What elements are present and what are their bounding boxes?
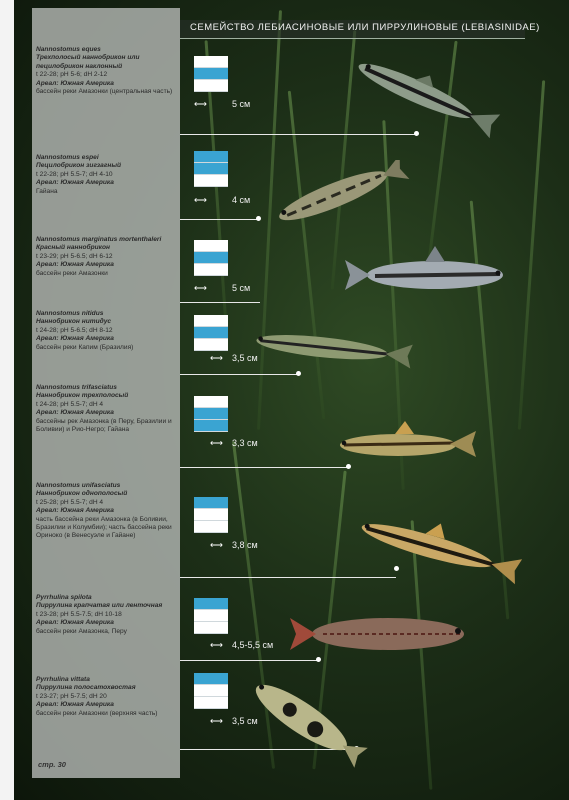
size-arrow-icon: ⟷ xyxy=(210,640,223,650)
range-detail: бассейн реки Амазонка, Перу xyxy=(36,627,127,635)
range-region: Южная Америка xyxy=(60,261,114,269)
species-params: t 23-27; pH 5-7.5; dH 20 xyxy=(36,692,107,700)
size-arrow-icon: ⟷ xyxy=(210,438,223,448)
water-indicator xyxy=(194,598,228,634)
species-common-name: Пиррулина крапчатая или ленточная xyxy=(36,602,163,610)
range-detail: Гайана xyxy=(36,187,58,195)
fish-size: 3,5 см xyxy=(232,716,258,726)
size-arrow-icon: ⟷ xyxy=(194,195,207,205)
water-indicator xyxy=(194,497,228,533)
range-region: Южная Америка xyxy=(60,79,114,87)
species-latin-name: Nannostomus espei xyxy=(36,154,99,161)
species-latin-name: Nannostomus trifasciatus xyxy=(36,384,117,391)
range-region: Южная Америка xyxy=(60,701,114,709)
range-label: Ареал: xyxy=(36,79,59,87)
water-indicator xyxy=(194,396,228,432)
range-detail: бассейн реки Амазонки (верхняя часть) xyxy=(36,709,158,717)
range-label: Ареал: xyxy=(36,619,59,627)
species-common-name: Наннобрикон трехполосый xyxy=(36,392,129,400)
range-detail: бассейн реки Амазонки (центральная часть) xyxy=(36,88,173,96)
fish-image xyxy=(330,415,480,470)
water-indicator xyxy=(194,673,228,709)
fish-size: 3,5 см xyxy=(232,353,258,363)
size-arrow-icon: ⟷ xyxy=(210,540,223,550)
range-label: Ареал: xyxy=(36,179,59,187)
range-label: Ареал: xyxy=(36,261,59,269)
range-label: Ареал: xyxy=(36,409,59,417)
species-entry xyxy=(36,236,178,278)
page-title: СЕМЕЙСТВО ЛЕБИАСИНОВЫЕ ИЛИ ПИРРУЛИНОВЫЕ (LEBIASINIDAE) xyxy=(190,22,540,33)
species-params: t 23-28; pH 5.5-7.5; dH 10-18 xyxy=(36,610,122,618)
water-indicator xyxy=(194,151,228,187)
species-latin-name: Nannostomus marginatus mortenthaleri xyxy=(36,236,162,243)
fish-size: 4 см xyxy=(232,195,251,205)
species-params: t 22-28; pH 5-6; dH 2-12 xyxy=(36,71,108,79)
range-region: Южная Америка xyxy=(60,179,114,187)
range-label: Ареал: xyxy=(36,335,59,343)
range-label: Ареал: xyxy=(36,507,59,515)
species-params: t 25-28; pH 5.5-7; dH 4 xyxy=(36,498,104,506)
size-arrow-icon: ⟷ xyxy=(194,283,207,293)
species-entry xyxy=(36,594,178,636)
plant-stem xyxy=(518,80,545,429)
water-indicator xyxy=(194,240,228,276)
range-region: Южная Америка xyxy=(60,507,114,515)
size-arrow-icon: ⟷ xyxy=(210,716,223,726)
species-entry xyxy=(36,482,178,541)
species-params: t 24-28; pH 5-6.5; dH 8-12 xyxy=(36,326,113,334)
species-latin-name: Nannostomus nitidus xyxy=(36,310,104,317)
fish-size: 3,3 см xyxy=(232,438,258,448)
range-detail: часть бассейна реки Амазонка (в Боливии, Бразилии и Колумбии); часть бассейна реки Ориноко (в Венесуэле и Гайане) xyxy=(36,515,172,540)
species-latin-name: Pyrrhulina spilota xyxy=(36,594,92,601)
page-edge xyxy=(0,0,14,800)
fish-image xyxy=(255,160,415,230)
water-indicator xyxy=(194,56,228,92)
species-params: t 22-28; pH 5.5-7; dH 4-10 xyxy=(36,170,113,178)
range-region: Южная Америка xyxy=(60,619,114,627)
species-entry xyxy=(36,46,178,96)
species-entry xyxy=(36,384,178,434)
range-detail: бассейн реки Капим (Бразилия) xyxy=(36,343,134,351)
leader-line xyxy=(180,467,348,468)
species-latin-name: Nannostomus unifasciatus xyxy=(36,482,121,489)
species-common-name: Красный наннобрикон xyxy=(36,244,111,252)
species-latin-name: Nannostomus eques xyxy=(36,46,101,53)
fish-size: 4,5-5,5 см xyxy=(232,640,274,650)
range-region: Южная Америка xyxy=(60,335,114,343)
species-entry xyxy=(36,676,178,718)
species-params: t 23-29; pH 5-6.5; dH 6-12 xyxy=(36,252,113,260)
range-region: Южная Америка xyxy=(60,409,114,417)
range-detail: бассейн реки Амазонки xyxy=(36,269,108,277)
fish-image xyxy=(238,672,378,782)
page-number: стр. 30 xyxy=(38,760,66,769)
fish-image xyxy=(240,318,420,378)
fish-image xyxy=(340,240,520,310)
species-common-name: Трехполосый наннобрикон или пецилобрикон наклонный xyxy=(36,54,140,70)
size-arrow-icon: ⟷ xyxy=(210,353,223,363)
species-common-name: Наннобрикон однополосый xyxy=(36,490,128,498)
water-indicator xyxy=(194,315,228,351)
species-common-name: Наннобрикон нитидус xyxy=(36,318,112,326)
leader-line xyxy=(180,219,258,220)
fish-size: 5 см xyxy=(232,283,251,293)
species-entry xyxy=(36,154,178,196)
fish-size: 3,8 см xyxy=(232,540,258,550)
fish-size: 5 см xyxy=(232,99,251,109)
fish-image xyxy=(340,58,520,148)
fish-image xyxy=(342,512,532,587)
range-label: Ареал: xyxy=(36,701,59,709)
species-common-name: Пецилобрикон зигзагный xyxy=(36,162,122,170)
range-detail: бассейны рек Амазонка (в Перу, Бразилии и Боливии) и Рио-Негро; Гайана xyxy=(36,417,172,434)
size-arrow-icon: ⟷ xyxy=(194,99,207,109)
species-params: t 24-28; pH 5.5-7; dH 4 xyxy=(36,400,104,408)
species-common-name: Пиррулина полосатохвостая xyxy=(36,684,136,692)
leader-line xyxy=(180,302,260,303)
fish-image xyxy=(288,604,478,664)
species-latin-name: Pyrrhulina vittata xyxy=(36,676,90,683)
species-entry xyxy=(36,310,178,352)
